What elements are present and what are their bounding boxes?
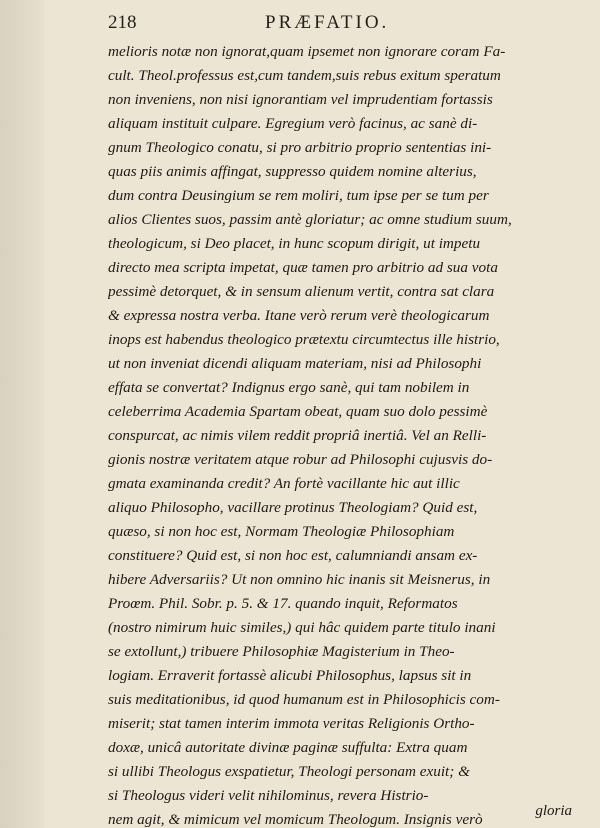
- text-line: quas piis animis affingat, suppresso quidem nomine alterius,: [108, 163, 477, 180]
- text-line: directo mea scripta impetat, quæ tamen pro arbitrio ad sua vota: [108, 259, 498, 276]
- text-line: quæso, si non hoc est, Normam Theologiæ Philosophiam: [108, 523, 455, 540]
- text-line: melioris notæ non ignorat,quam ipsemet non ignorare coram Fa-: [108, 43, 506, 60]
- text-line: logiam. Erraverit fortassè alicubi Philosophus, lapsus sit in: [108, 667, 472, 684]
- page-gutter: [0, 0, 44, 828]
- text-line: ut non inveniat dicendi aliquam materiam, nisi ad Philosophi: [108, 355, 482, 372]
- body-text: [108, 40, 580, 828]
- text-line: & expressa nostra verba. Itane verò rerum verè theologicarum: [108, 307, 490, 324]
- text-line: hibere Adversariis? Ut non omnino hic inanis sit Meisnerus, in: [108, 571, 491, 588]
- text-line: inops est habendus theologico prætextu circumtectus ille histrio,: [108, 331, 500, 348]
- text-line: si Theologus videri velit nihilominus, revera Histrio-: [108, 787, 429, 804]
- text-line: aliquam instituit culpare. Egregium verò facinus, ac sanè di-: [108, 115, 478, 132]
- text-line: gmata examinanda credit? An fortè vacillante hic aut illic: [108, 475, 460, 492]
- text-line: aliquo Philosopho, vacillare protinus Theologiam? Quid est,: [108, 499, 478, 516]
- text-line: (nostro nimirum huic similes,) qui hâc quidem parte titulo inani: [108, 619, 496, 636]
- text-line: si ullibi Theologus exspatietur, Theologi personam exuit; &: [108, 763, 470, 780]
- text-line: cult. Theol.professus est,cum tandem,suis rebus exitum speratum: [108, 67, 501, 84]
- text-line: alios Clientes suos, passim antè gloriatur; ac omne studium suum,: [108, 211, 512, 228]
- text-line: theologicum, si Deo placet, in hunc scopum dirigit, ut impetu: [108, 235, 481, 252]
- running-head: PRÆFATIO.: [265, 12, 390, 33]
- text-line: miserit; stat tamen interim immota veritas Religionis Ortho-: [108, 715, 475, 732]
- text-line: pessimè detorquet, & in sensum alienum vertit, contra sat clara: [108, 283, 495, 300]
- text-line: doxæ, unicâ autoritate divinæ paginæ suffulta: Extra quam: [108, 739, 468, 756]
- text-line: nem agit, & mimicum vel momicum Theologum. Insignis verò: [108, 811, 483, 828]
- text-line: constituere? Quid est, si non hoc est, calumniandi ansam ex-: [108, 547, 478, 564]
- text-line: celeberrima Academia Spartam obeat, quam suo dolo pessimè: [108, 403, 488, 420]
- text-line: gnum Theologico conatu, si pro arbitrio proprio sententias ini-: [108, 139, 492, 156]
- text-line: Proœm. Phil. Sobr. p. 5. & 17. quando inquit, Reformatos: [108, 595, 458, 612]
- text-line: gionis nostræ veritatem atque robur ad Philosophi cujusvis do-: [108, 451, 493, 468]
- text-line: se extollunt,) tribuere Philosophiæ Magisterium in Theo-: [108, 643, 455, 660]
- text-line: suis meditationibus, id quod humanum est in Philosophicis com-: [108, 691, 500, 708]
- text-line: effata se convertat? Indignus ergo sanè, qui tam nobilem in: [108, 379, 470, 396]
- catchword: gloria: [535, 803, 572, 819]
- text-line: conspurcat, ac nimis vilem reddit propriâ inertiâ. Vel an Relli-: [108, 427, 487, 444]
- text-line: dum contra Deusingium se rem moliri, tum ipse per se tum per: [108, 187, 489, 204]
- page-header: [108, 8, 578, 34]
- page-number: 218: [108, 12, 137, 33]
- text-line: non inveniens, non nisi ignorantiam vel imprudentiam fortassis: [108, 91, 493, 108]
